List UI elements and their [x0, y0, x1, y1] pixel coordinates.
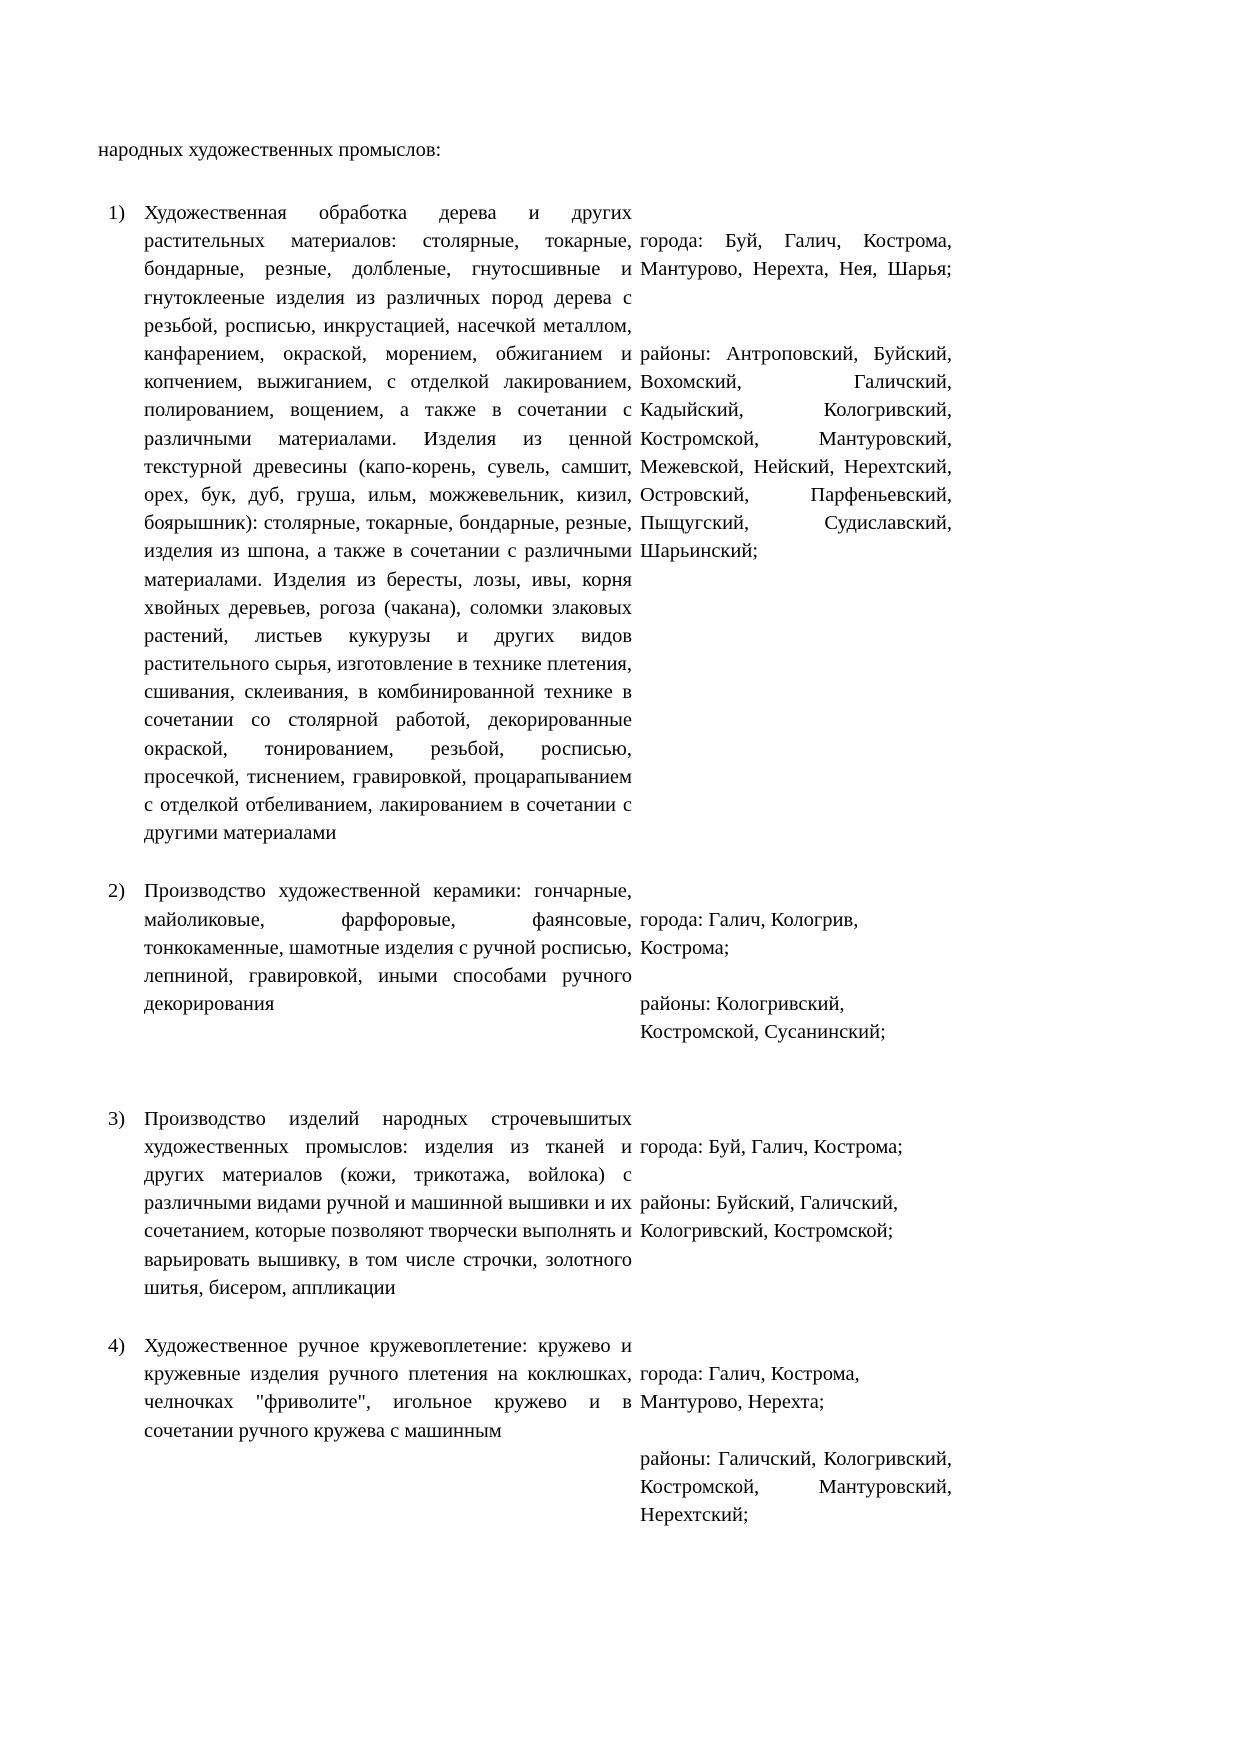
list-item-locations	[640, 1332, 952, 1586]
cities-line: города: Буй, Галич, Кострома;	[640, 1135, 903, 1158]
list-item	[98, 877, 948, 1074]
list-item-description: Художественная обработка дерева и других растительных материалов: столярные, токарные, бондарные, резные, долбленые, гнутосшивные и гнутоклееные изделия из различных пород дерева с резьбой, росписью, инкрустацией, насечкой металлом, канфарением, окраской, морением, обжиганием и копчением, выжиганием, с отделкой лакированием, полированием, вощением, а также в сочетании с различными материалами. Изделия из ценной текстурной древесины (капо-корень, сувель, самшит, орех, бук, дуб, груша, ильм, можжевельник, кизил, боярышник): столярные, токарные, бондарные, резные, изделия из шпона, а также в сочетании с различными материалами. Изделия из бересты, лозы, ивы, корня хвойных деревьев, рогоза (чакана), соломки злаковых растений, листьев кукурузы и других видов растительного сырья, изготовление в технике плетения, сшивания, склеивания, в комбинированной технике в сочетании со столярной работой, декорированные окраской, тонированием, резьбой, росписью, просечкой, тиснением, гравировкой, процарапыванием с отделкой отбеливанием, лакированием в сочетании с другими материалами	[144, 202, 632, 845]
list-item-marker: 3)	[108, 1107, 126, 1130]
list-item-description: Производство художественной керамики: гончарные, майоликовые, фарфоровые, фаянсовые, тонкокаменные, шамотные изделия с ручной росписью, лепниной, гравировкой, иными способами ручного декорирования	[144, 880, 632, 1016]
list-item-marker: 1)	[108, 202, 126, 225]
list-item-marker: 2)	[108, 880, 126, 903]
cities-line: города: Галич, Кострома, Мантурово, Нерехта;	[640, 1363, 860, 1414]
districts-line: районы: Кологривский, Костромской, Сусанинский;	[640, 993, 886, 1044]
districts-line: районы: Галичский, Кологривский, Костромской, Мантуровский, Нерехтский;	[640, 1447, 952, 1527]
list-item-description: Художественное ручное кружевоплетение: кружево и кружевные изделия ручного плетения на коклюшках, челночках "фриволите", игольное кружево и в сочетании ручного кружева с машинным	[144, 1335, 632, 1442]
list-item-description: Производство изделий народных строчевышитых художественных промыслов: изделия из тканей и других материалов (кожи, трикотажа, войлока) с различными видами ручной и машинной вышивки и их сочетанием, которые позволяют творчески выполнять и варьировать вышивку, в том числе строчки, золотного шитья, бисером, аппликации	[144, 1107, 632, 1299]
list-item	[98, 1332, 952, 1586]
list-item-locations	[640, 877, 952, 1074]
districts-line: районы: Антроповский, Буйский, Вохомский, Галичский, Кадыйский, Кологривский, Костромской, Мантуровский, Межевской, Нейский, Нерехтский, Островский, Парфеньевский, Пыщугский, Судиславский, Шарьинский;	[640, 343, 952, 563]
list-item-marker: 4)	[108, 1335, 126, 1358]
cities-line: города: Галич, Кологрив, Кострома;	[640, 908, 859, 959]
intro-line: народных художественных промыслов:	[98, 139, 442, 161]
cities-line: города: Буй, Галич, Кострома, Мантурово, Нерехта, Нея, Шарья;	[640, 230, 952, 281]
page-content	[98, 136, 952, 1586]
list-item	[98, 199, 952, 847]
districts-line: районы: Буйский, Галичский, Кологривский, Костромской;	[640, 1192, 899, 1243]
list-item	[98, 1105, 948, 1302]
list-item-locations	[640, 1105, 952, 1274]
list-item-locations	[640, 199, 952, 622]
